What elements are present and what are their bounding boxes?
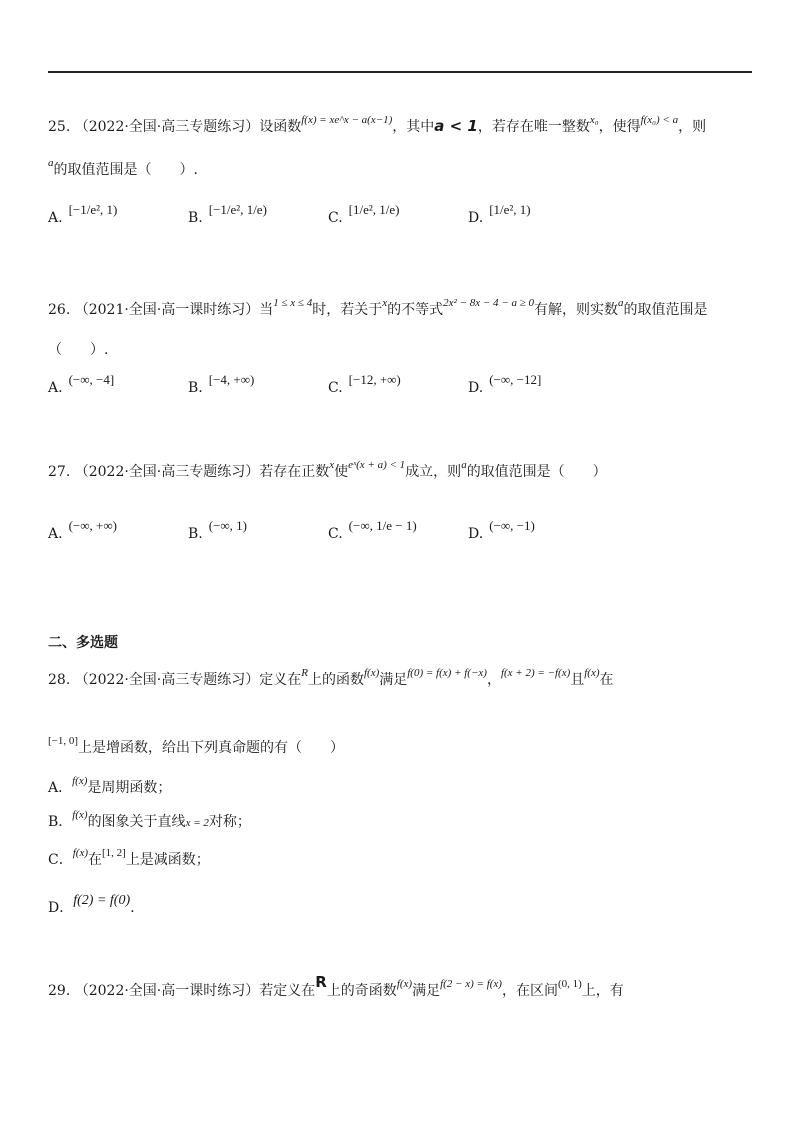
option-label: D. [468, 526, 484, 542]
option-c [328, 372, 401, 396]
text: 的不等式 [387, 302, 444, 318]
formula-fx: f(x) [72, 809, 88, 821]
text: 上是增函数，给出下列真命题的有（ ） [78, 740, 345, 756]
formula-x0: x₀ [589, 114, 599, 126]
option-c [48, 847, 210, 871]
text: 在 [599, 672, 614, 688]
text: 上，有 [581, 983, 624, 999]
question-27 [48, 459, 607, 483]
option-d [468, 518, 535, 542]
formula-R: R [301, 667, 308, 679]
question-25-cont [48, 157, 198, 181]
option-a [48, 372, 115, 396]
text: 有解，则实数 [533, 302, 618, 318]
formula-eq2: f(x + 2) = −f(x) [500, 667, 571, 679]
formula-interval: (0, 1) [557, 978, 582, 990]
option-b [188, 372, 255, 396]
option-label: C. [328, 526, 343, 542]
formula-x: x [329, 459, 335, 471]
option-c [328, 518, 417, 542]
text: 成立，则 [405, 464, 462, 480]
option-value: (−∞, 1/e − 1) [348, 518, 417, 533]
option-value: [−1/e², 1) [68, 202, 118, 217]
formula-ineq: f(x₀) < a [640, 114, 679, 126]
formula-a: a [617, 297, 624, 309]
option-label: B. [188, 380, 203, 396]
option-value: (−∞, −4] [68, 372, 115, 387]
option-c [328, 202, 400, 226]
question-source: （2022·全国·高三专题练习） [74, 464, 260, 480]
question-25 [48, 116, 706, 138]
question-26 [48, 297, 708, 321]
question-source: （2022·全国·高三专题练习） [74, 119, 260, 135]
question-source: （2022·全国·高一课时练习） [74, 983, 260, 999]
formula-f: f(x) = xe^x − a(x−1) [301, 114, 393, 126]
text: 且 [570, 672, 585, 688]
option-text: 对称； [208, 814, 251, 830]
option-text: . [130, 900, 135, 916]
text: 上的函数 [307, 672, 364, 688]
text: 满足 [379, 672, 408, 688]
option-d [48, 893, 135, 919]
option-label: D． [48, 900, 74, 916]
text: 上的奇函数 [326, 983, 397, 999]
option-b [188, 202, 267, 226]
option-label: D. [468, 210, 484, 226]
option-label: C. [328, 380, 343, 396]
question-number: 29. [48, 983, 71, 999]
option-a [48, 775, 172, 799]
formula-fx: f(x) [72, 847, 88, 859]
text: 使 [334, 464, 349, 480]
formula-range: 1 ≤ x ≤ 4 [273, 297, 313, 309]
question-number: 26. [48, 302, 71, 318]
formula-R: R [315, 973, 327, 991]
text: 定义在 [259, 672, 302, 688]
formula-x: x [382, 297, 388, 309]
text: ， [486, 672, 501, 688]
option-value: (−∞, +∞) [68, 518, 117, 533]
option-value: (−∞, 1) [208, 518, 248, 533]
option-value: (−∞, −1) [489, 518, 535, 533]
formula-eq: f(2) = f(0) [73, 893, 131, 908]
option-label: A． [48, 780, 73, 796]
text: 若存在正数 [259, 464, 330, 480]
formula-fx: f(x) [584, 667, 600, 679]
question-number: 27. [48, 464, 71, 480]
text: 的取值范围是 [623, 302, 708, 318]
question-28-cont [48, 735, 345, 759]
formula-fx: f(x) [363, 667, 380, 679]
text: 的取值范围是（ ） [466, 464, 607, 480]
text: 设函数 [259, 119, 302, 135]
text: 的取值范围是（ ）. [53, 162, 198, 178]
formula-eq: f(2 − x) = f(x) [440, 978, 502, 990]
formula-ineq: eˣ(x + a) < 1 [348, 459, 406, 471]
question-number: 28. [48, 672, 71, 688]
option-value: [1/e², 1/e) [348, 202, 400, 217]
header-rule [48, 71, 752, 73]
formula-fx: f(x) [72, 775, 88, 787]
section-title-multiple-choice: 二、多选题 [48, 635, 118, 651]
text: 满足 [412, 983, 441, 999]
text: 时，若关于 [312, 302, 383, 318]
option-label: C. [328, 210, 343, 226]
formula-ineq: 2x² − 8x − 4 − a ≥ 0 [443, 297, 534, 309]
question-number: 25. [48, 119, 71, 135]
question-26-cont [48, 340, 108, 360]
option-a [48, 518, 117, 542]
option-value: [1/e², 1) [489, 202, 531, 217]
text: ，使得 [598, 119, 641, 135]
option-value: (−∞, −12] [489, 372, 542, 387]
formula-a: a [461, 459, 467, 471]
option-label: B. [188, 526, 203, 542]
option-d [468, 202, 531, 226]
option-text: 在 [87, 852, 102, 868]
option-text: 上是减函数； [125, 852, 210, 868]
formula-a: a [48, 157, 54, 169]
option-value: [−12, +∞) [348, 372, 401, 387]
question-29 [48, 973, 624, 1002]
question-28 [48, 667, 614, 691]
formula-interval: [1, 2] [101, 847, 126, 859]
text: ，若存在唯一整数 [477, 119, 590, 135]
option-label: B. [188, 210, 203, 226]
text: 若定义在 [259, 983, 316, 999]
formula-cond: a < 1 [434, 117, 478, 135]
formula-fx: f(x) [396, 978, 413, 990]
text: ，在区间 [501, 983, 558, 999]
text: （ ）. [48, 342, 109, 358]
option-label: B． [48, 814, 73, 830]
option-label: A. [48, 526, 63, 542]
formula-line: x = 2 [185, 817, 209, 829]
option-label: A. [48, 380, 63, 396]
text: ，则 [678, 119, 707, 135]
option-label: A. [48, 210, 63, 226]
option-value: [−1/e², 1/e) [208, 202, 267, 217]
option-d [468, 372, 542, 396]
option-text: 是周期函数； [87, 780, 172, 796]
question-source: （2021·全国·高一课时练习） [74, 302, 260, 318]
option-label: D. [468, 380, 484, 396]
formula-eq1: f(0) = f(x) + f(−x) [407, 667, 487, 679]
option-value: [−4, +∞) [208, 372, 255, 387]
option-b [48, 809, 251, 833]
formula-interval: [−1, 0] [48, 735, 79, 747]
option-a [48, 202, 118, 226]
question-source: （2022·全国·高三专题练习） [74, 672, 260, 688]
text: ，其中 [392, 119, 435, 135]
option-b [188, 518, 248, 542]
option-label: C． [48, 852, 73, 868]
option-text: 的图象关于直线 [87, 814, 186, 830]
text: 当 [259, 302, 274, 318]
